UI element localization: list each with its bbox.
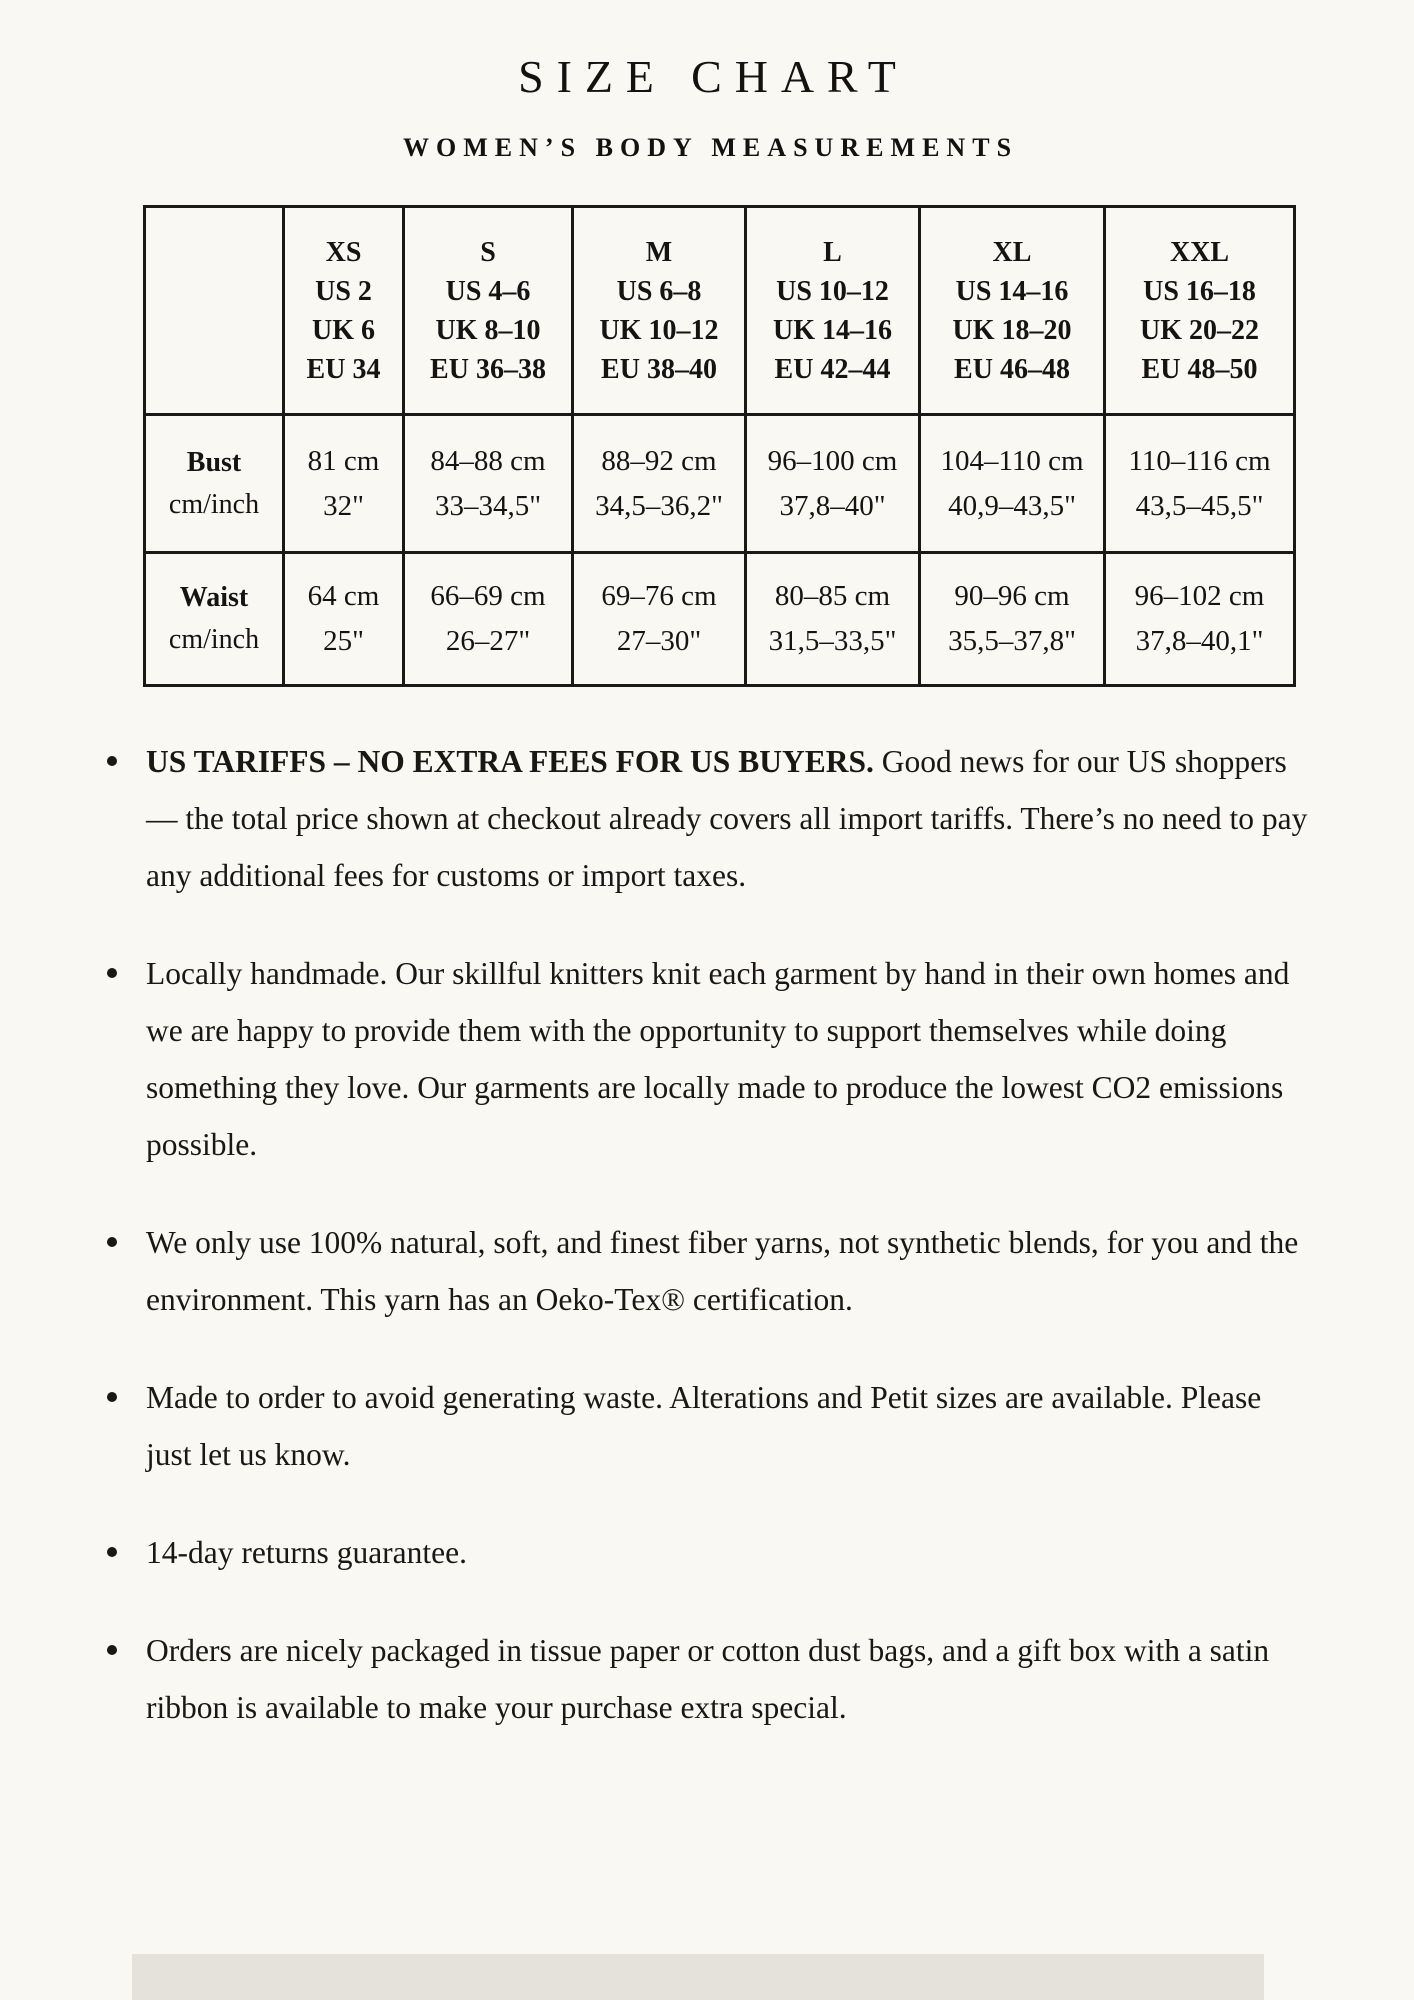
size-eu: EU 48–50: [1141, 353, 1258, 385]
table-cell: 80–85 cm 31,5–33,5": [746, 553, 920, 686]
note-text: 14-day returns guarantee.: [146, 1535, 467, 1570]
note-text: Locally handmade. Our skillful knitters knit each garment by hand in their own homes and we are happy to provide them with the opportunity to support themselves while doing something they love. Our garments are locally made to produce the lowest CO2 emissions possible.: [146, 956, 1290, 1162]
list-item-natural-yarns: [104, 1214, 1308, 1328]
product-notes-list: [104, 733, 1308, 1736]
size-table: [143, 205, 1296, 687]
table-cell: 81 cm 32": [284, 415, 404, 553]
size-uk: UK 10–12: [599, 314, 719, 346]
size-us: US 10–12: [776, 275, 889, 307]
size-uk: UK 18–20: [952, 314, 1072, 346]
size-eu: EU 38–40: [601, 353, 717, 385]
size-column-header-xl: [920, 207, 1105, 415]
size-column-header-l: [746, 207, 920, 415]
size-eu: EU 36–38: [430, 353, 546, 385]
size-uk: UK 20–22: [1140, 314, 1259, 346]
size-name: XS: [325, 236, 362, 268]
table-row-waist: [145, 553, 1295, 686]
size-eu: EU 34: [306, 353, 381, 385]
list-item-returns-guarantee: [104, 1524, 1308, 1581]
table-cell: 64 cm 25": [284, 553, 404, 686]
size-column-header-s: [404, 207, 573, 415]
table-cell: 84–88 cm 33–34,5": [404, 415, 573, 553]
size-column-header-m: [573, 207, 746, 415]
note-text: Made to order to avoid generating waste. Alterations and Petit sizes are available. Please just let us know.: [146, 1380, 1262, 1472]
page-subtitle: WOMEN’S BODY MEASUREMENTS: [402, 133, 1019, 162]
note-text: We only use 100% natural, soft, and finest fiber yarns, not synthetic blends, for you and the environment. This yarn has an Oeko-Tex® certification.: [146, 1225, 1299, 1317]
table-cell: 69–76 cm 27–30": [573, 553, 746, 686]
size-eu: EU 46–48: [954, 353, 1070, 385]
table-cell: 90–96 cm 35,5–37,8": [920, 553, 1105, 686]
row-label-waist: Waist cm/inch: [145, 553, 284, 686]
size-name: S: [480, 236, 496, 268]
size-name: M: [645, 236, 673, 268]
size-us: US 16–18: [1143, 275, 1256, 307]
note-text: Orders are nicely packaged in tissue paper or cotton dust bags, and a gift box with a satin ribbon is available to make your purchase extra special.: [146, 1633, 1270, 1725]
size-us: US 4–6: [445, 275, 531, 307]
page-title: SIZE CHART: [518, 51, 909, 102]
note-bold-lead: US TARIFFS – NO EXTRA FEES FOR US BUYERS.: [146, 744, 874, 779]
size-us: US 14–16: [955, 275, 1069, 307]
list-item-locally-handmade: [104, 945, 1308, 1173]
bottom-image-strip: [132, 1954, 1264, 2000]
size-name: XXL: [1169, 236, 1230, 268]
table-cell: 110–116 cm 43,5–45,5": [1105, 415, 1295, 553]
size-uk: UK 14–16: [773, 314, 892, 346]
note-text: Good news for our US shoppers — the total price shown at checkout already covers all import tariffs. There’s no need to pay any additional fees for customs or import taxes.: [146, 744, 1308, 893]
size-uk: UK 8–10: [435, 314, 541, 346]
table-corner-cell: [145, 207, 284, 415]
size-name: XL: [992, 236, 1032, 268]
table-cell: 104–110 cm 40,9–43,5": [920, 415, 1105, 553]
table-cell: 96–102 cm 37,8–40,1": [1105, 553, 1295, 686]
size-uk: UK 6: [312, 314, 375, 346]
list-item-packaging: [104, 1622, 1308, 1736]
list-item-made-to-order: [104, 1369, 1308, 1483]
table-cell: 96–100 cm 37,8–40": [746, 415, 920, 553]
size-name: L: [823, 236, 842, 268]
size-us: US 2: [315, 275, 372, 307]
row-label-bust: Bust cm/inch: [145, 415, 284, 553]
size-column-header-xs: [284, 207, 404, 415]
table-row-bust: [145, 415, 1295, 553]
size-us: US 6–8: [616, 275, 702, 307]
size-eu: EU 42–44: [774, 353, 891, 385]
size-column-header-xxl: [1105, 207, 1295, 415]
table-cell: 66–69 cm 26–27": [404, 553, 573, 686]
list-item-us-tariffs: [104, 733, 1308, 904]
table-cell: 88–92 cm 34,5–36,2": [573, 415, 746, 553]
